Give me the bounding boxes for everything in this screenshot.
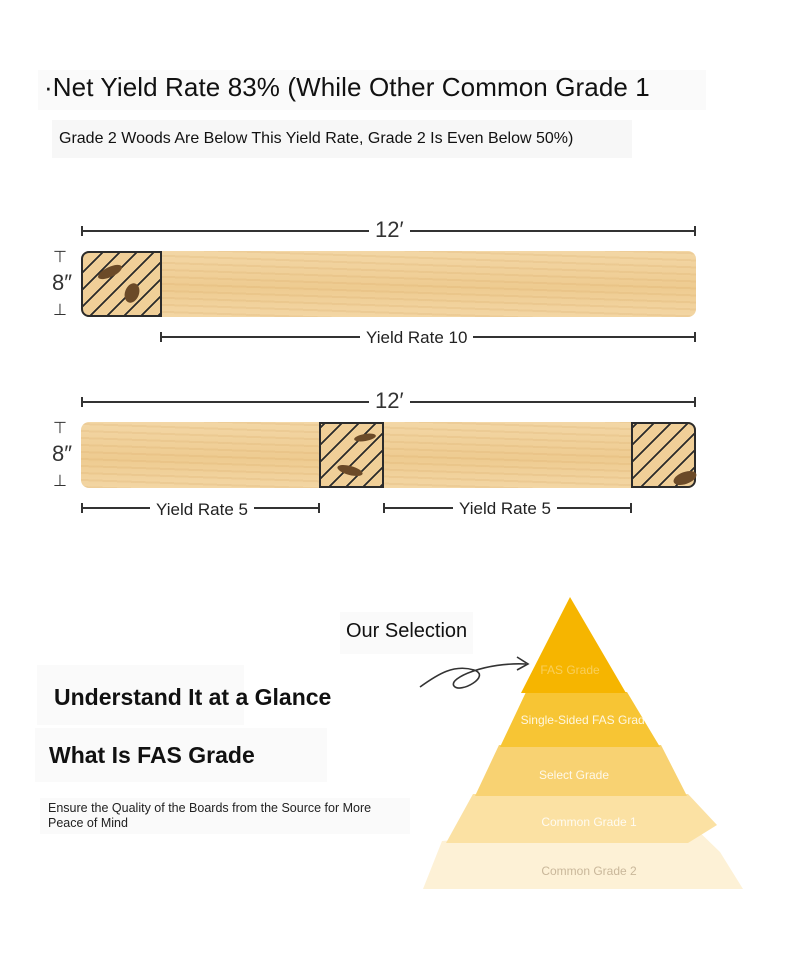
width-tick-bottom: ⊥ [53,473,67,490]
knot-icon [122,281,142,305]
yield-tick-right [630,503,632,513]
fas-description: Ensure the Quality of the Boards from the Source for More Peace of Mind [48,801,372,830]
glance-title: Understand It at a Glance [54,684,332,710]
yield-tick-left [81,503,83,513]
length-tick-left [81,397,83,407]
yield-label: Yield Rate 5 [453,499,557,519]
length-tick-right [694,226,696,236]
grade-pyramid [420,596,750,892]
width-tick-top: ⊤ [53,420,67,437]
pyramid-label-single-sided-fas: Single-Sided FAS Grade [520,713,652,727]
yield-label: Yield Rate 10 [360,328,473,348]
width-label: 8″ [52,270,73,295]
board-1 [81,251,696,317]
yield-tick-right [318,503,320,513]
width-tick-bottom: ⊥ [53,302,67,319]
yield-tick-right [694,332,696,342]
length-tick-left [81,226,83,236]
length-label: 12′ [369,217,410,243]
defect-cut-section [631,422,696,488]
length-tick-right [694,397,696,407]
yield-tick-left [383,503,385,513]
headline: ·Net Yield Rate 83% (While Other Common Grade 1 [44,72,650,102]
board-2 [81,422,696,488]
length-label: 12′ [369,388,410,414]
fas-title: What Is FAS Grade [49,742,255,768]
knot-icon [96,262,124,282]
knot-icon [336,463,363,478]
our-selection-label: Our Selection [340,612,473,654]
pyramid-label-common-grade-2: Common Grade 2 [541,864,637,878]
subheadline: Grade 2 Woods Are Below This Yield Rate, Grade 2 Is Even Below 50%) [59,130,574,147]
width-label: 8″ [52,441,73,466]
yield-label: Yield Rate 5 [150,500,254,520]
pyramid-level-fas-grade [521,597,626,693]
pyramid-label-common-grade-1: Common Grade 1 [541,815,637,829]
pyramid-label-fas-grade: FAS Grade [540,663,600,677]
knot-icon [672,468,699,487]
defect-cut-section [81,251,162,317]
yield-tick-left [160,332,162,342]
defect-cut-section [319,422,384,488]
knot-icon [354,432,377,443]
width-tick-top: ⊤ [53,249,67,266]
pyramid-label-select-grade: Select Grade [538,768,610,782]
